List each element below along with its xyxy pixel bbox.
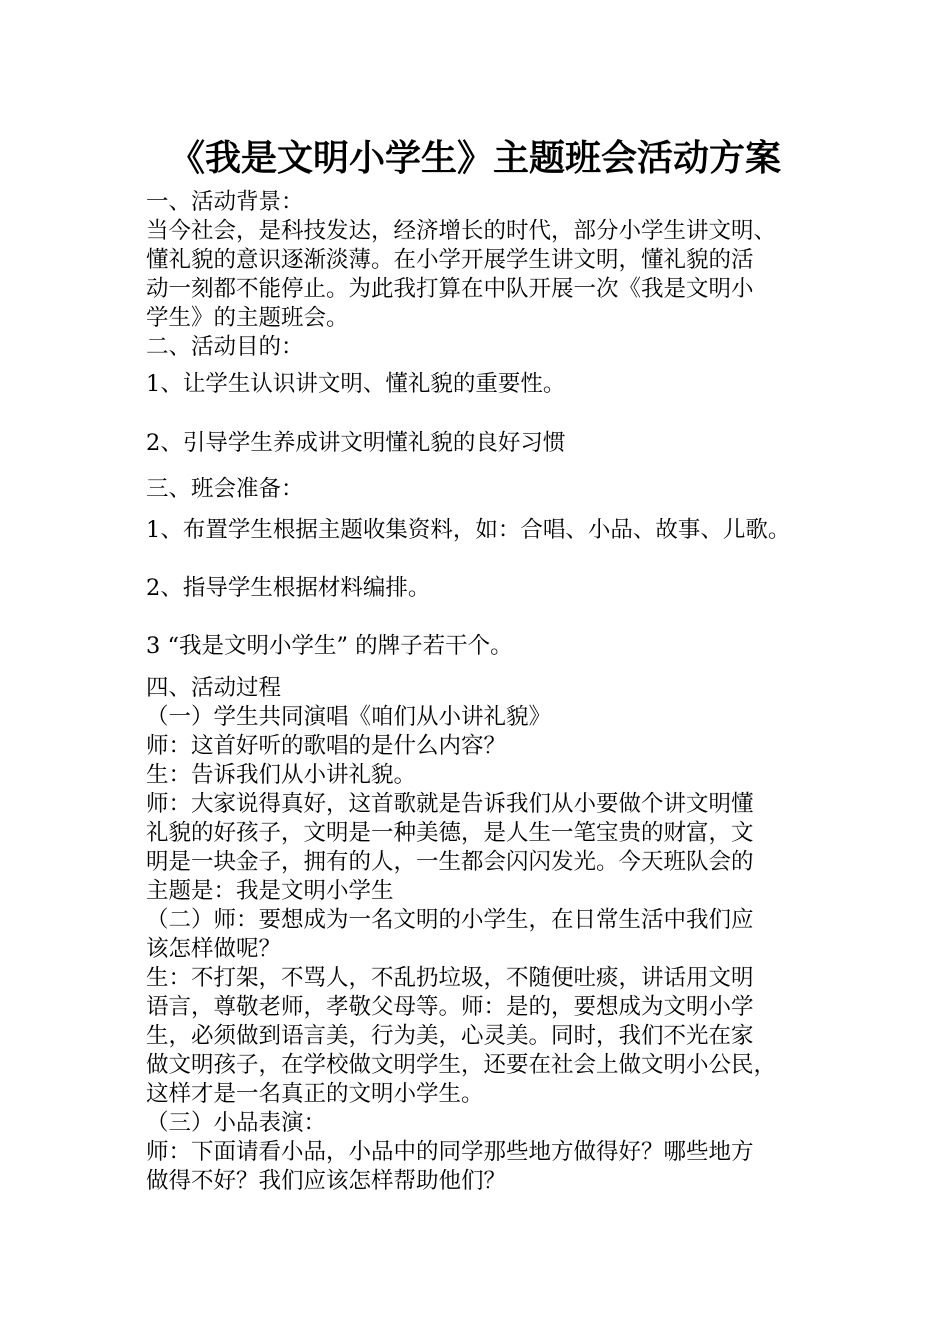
section-heading-background: 一、活动背景： [146, 189, 304, 215]
paragraph-line: 动一刻都不能停止。为此我打算在中队开展一次《我是文明小 [146, 276, 754, 302]
paragraph-line: 明是一块金子，拥有的人，一生都会闪闪发光。今天班队会的 [146, 849, 754, 875]
paragraph-line: （二）师：要想成为一名文明的小学生，在日常生活中我们应 [146, 907, 754, 933]
paragraph-line: 做得不好？我们应该怎样帮助他们？ [146, 1168, 507, 1194]
background-section [146, 188, 826, 362]
prep-item-3 [146, 632, 826, 661]
paragraph-line: 语言，尊敬老师，孝敬父母等。师：是的，要想成为文明小学 [146, 994, 754, 1020]
paragraph-line: 学生》的主题班会。 [146, 305, 349, 331]
prep-heading-text: 三、班会准备： [146, 476, 304, 502]
document-title: 《我是文明小学生》主题班会活动方案 [168, 137, 781, 179]
paragraph-line: 生：不打架，不骂人，不乱扔垃圾，不随便吐痰，讲话用文明 [146, 965, 754, 991]
prep-item-1 [146, 516, 826, 545]
prep-text-3: 3 “我是文明小学生” 的牌子若干个。 [146, 633, 513, 659]
paragraph-line: 主题是：我是文明小学生 [146, 878, 394, 904]
paragraph-line: 师：这首好听的歌唱的是什么内容？ [146, 733, 507, 759]
prep-item-2 [146, 574, 826, 603]
section-heading-purpose: 二、活动目的： [146, 334, 304, 360]
paragraph-line: 生，必须做到语言美，行为美，心灵美。同时，我们不光在家 [146, 1023, 754, 1049]
paragraph-line: （三）小品表演： [146, 1110, 327, 1136]
prep-text-1: 1、布置学生根据主题收集资料，如：合唱、小品、故事、儿歌。 [146, 517, 791, 543]
paragraph-line: 师：大家说得真好，这首歌就是告诉我们从小要做个讲文明懂 [146, 791, 754, 817]
paragraph-line: 该怎样做呢？ [146, 936, 282, 962]
goal-text-1: 1、让学生认识讲文明、懂礼貌的重要性。 [146, 371, 566, 397]
goal-item-1 [146, 370, 826, 399]
paragraph-line: 礼貌的好孩子，文明是一种美德，是人生一笔宝贵的财富，文 [146, 820, 754, 846]
goal-text-2: 2、引导学生养成讲文明懂礼貌的良好习惯 [146, 430, 566, 456]
section-heading-process: 四、活动过程 [146, 675, 282, 701]
prep-text-2: 2、指导学生根据材料编排。 [146, 575, 431, 601]
paragraph-line: 懂礼貌的意识逐渐淡薄。在小学开展学生讲文明，懂礼貌的活 [146, 247, 754, 273]
paragraph-line: 这样才是一名真正的文明小学生。 [146, 1081, 484, 1107]
paragraph-line: （一）学生共同演唱《咱们从小讲礼貌》 [146, 704, 552, 730]
paragraph-line: 师：下面请看小品，小品中的同学那些地方做得好？哪些地方 [146, 1139, 754, 1165]
process-section [146, 674, 826, 1196]
paragraph-line: 做文明孩子，在学校做文明学生，还要在社会上做文明小公民， [146, 1052, 777, 1078]
paragraph-line: 当今社会，是科技发达，经济增长的时代，部分小学生讲文明、 [146, 218, 777, 244]
goal-item-2 [146, 429, 826, 458]
paragraph-line: 生：告诉我们从小讲礼貌。 [146, 762, 417, 788]
section-heading-preparation [146, 475, 826, 504]
